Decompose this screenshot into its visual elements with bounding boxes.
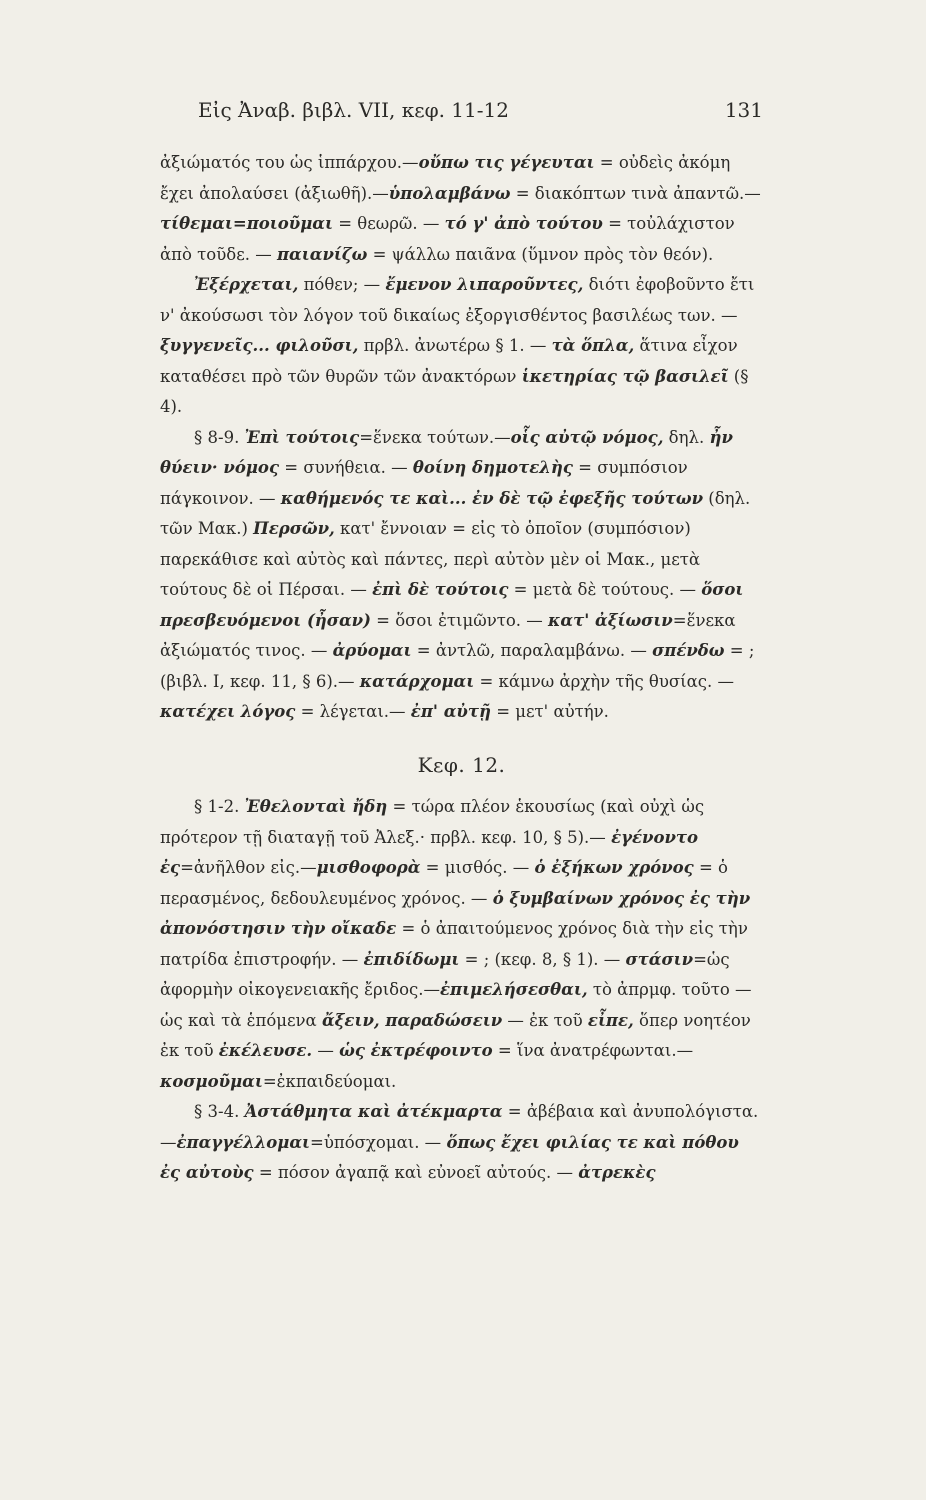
lemma-term: ἐπιδίδωμι bbox=[363, 949, 460, 969]
lemma-term: σπένδω bbox=[652, 641, 725, 660]
gloss-text: διότι ἐφοβοῦντο ἔτι ν' ἀκούσωσι τὸν λόγον τοῦ δικαίως ἐξοργισθέντος βασιλέως των. — bbox=[160, 275, 755, 325]
lemma-term: στάσιν bbox=[625, 949, 694, 969]
gloss-text: — bbox=[312, 1041, 340, 1060]
lemma-term: θοίνη δημοτελὴς bbox=[412, 458, 573, 477]
gloss-text: = ἀβέβαια καὶ ἀνυπολόγιστα.— bbox=[160, 1102, 759, 1152]
paragraph-5 bbox=[160, 1097, 763, 1189]
paragraph-2 bbox=[160, 270, 763, 423]
lemma-term: εἶπε, bbox=[587, 1010, 634, 1030]
lemma-term: τό γ' ἀπὸ τούτου bbox=[444, 214, 603, 233]
lemma-term: ἦν θύειν· νόμος bbox=[160, 427, 733, 477]
gloss-text: § 1-2. bbox=[194, 797, 245, 816]
gloss-text: = μετ' αὐτήν. bbox=[490, 702, 609, 721]
gloss-text: = ; (κεφ. 8, § 1). — bbox=[459, 949, 626, 969]
gloss-text: = λέγεται.— bbox=[295, 702, 411, 721]
lemma-term: ὡς ἐκτρέφοιντο bbox=[339, 1041, 493, 1060]
gloss-text: = ὅσοι ἐτιμῶντο. — bbox=[370, 610, 549, 630]
gloss-text: =ἕνεκα ἀξιώματός τινος. — bbox=[160, 610, 736, 660]
lemma-term: ἔμενον λιπαροῦντες, bbox=[385, 275, 584, 294]
lemma-term: ἱκετηρίας τῷ βασιλεῖ bbox=[521, 366, 729, 386]
lemma-term: Ἀστάθμητα καὶ ἀτέκμαρτα bbox=[244, 1102, 503, 1121]
lemma-term: κατ' ἀξίωσιν bbox=[548, 610, 673, 630]
lemma-term: ἐγένοντο ἐς bbox=[160, 827, 699, 877]
gloss-text: πρβλ. ἀνωτέρω § 1. — bbox=[358, 336, 552, 355]
gloss-text: = οὐδεὶς ἀκόμη ἔχει ἀπολαύσει (ἀξιωθῆ).— bbox=[160, 153, 731, 203]
paragraph-3 bbox=[160, 423, 763, 728]
gloss-text: = θεωρῶ. — bbox=[332, 214, 445, 233]
lemma-term: κατάρχομαι bbox=[359, 671, 475, 691]
lemma-term: Ἐξέρχεται, bbox=[194, 275, 299, 294]
gloss-text: (§ 4). bbox=[160, 366, 749, 416]
gloss-text: ὅπερ νοητέον ἐκ τοῦ bbox=[160, 1010, 751, 1060]
lemma-term: οὔπω τις γέγευται bbox=[418, 153, 595, 172]
lemma-term: ἀρύομαι bbox=[332, 641, 412, 660]
gloss-text: =ὡς ἀφορμὴν οἰκογενειακῆς ἔριδος.— bbox=[160, 949, 730, 999]
gloss-text: — ἐκ τοῦ bbox=[502, 1010, 588, 1030]
lemma-term: ξυγγενεῖς... φιλοῦσι, bbox=[160, 336, 359, 355]
gloss-text: =ἀνῆλθον εἰς.— bbox=[180, 858, 317, 877]
lemma-term: ἐπαγγέλλομαι bbox=[176, 1132, 311, 1152]
gloss-text: =ἕνεκα τούτων.— bbox=[359, 427, 511, 447]
gloss-text: ἀξιώματός του ὡς ἱππάρχου.— bbox=[160, 153, 419, 172]
gloss-text: § 3-4. bbox=[194, 1102, 245, 1121]
gloss-text: ἅτινα εἶχον καταθέσει πρὸ τῶν θυρῶν τῶν ἀνακτόρων bbox=[160, 336, 738, 386]
lemma-term: ἐπιμελήσεσθαι, bbox=[440, 980, 588, 999]
gloss-text: δηλ. bbox=[663, 427, 710, 447]
lemma-term: ὅπως ἔχει φιλίας τε καὶ πόθου ἐς αὐτοὺς bbox=[160, 1132, 739, 1182]
gloss-text: = ἀντλῶ, παραλαμβάνω. — bbox=[411, 641, 653, 660]
gloss-text: = κάμνω ἀρχὴν τῆς θυσίας. — bbox=[474, 671, 734, 691]
chapter-heading: Κεφ. 12. bbox=[417, 752, 506, 777]
lemma-term: Περσῶν, bbox=[253, 519, 335, 538]
lemma-term: ἄξειν, παραδώσειν bbox=[321, 1010, 503, 1030]
lemma-term: οἷς αὐτῷ νόμος, bbox=[510, 427, 664, 447]
gloss-text: = τώρα πλέον ἑκουσίως (καὶ οὐχὶ ὡς πρότερον τῇ διαταγῇ τοῦ Ἀλεξ.· πρβλ. κεφ. 10, § 5).— bbox=[160, 797, 705, 847]
gloss-text: = μετὰ δὲ τούτους. — bbox=[508, 580, 702, 599]
gloss-text: τὸ ἀπρμφ. τοῦτο — ὡς καὶ τὰ ἑπόμενα bbox=[160, 980, 752, 1030]
lemma-term: τὰ ὅπλα, bbox=[551, 336, 635, 355]
lemma-term: Ἐπὶ τούτοις bbox=[244, 427, 360, 447]
lemma-term: ἀτρεκὲς bbox=[578, 1163, 656, 1182]
lemma-term: Ἐθελονταὶ ἤδη bbox=[244, 797, 388, 816]
gloss-text: =ὑπόσχομαι. — bbox=[310, 1132, 447, 1152]
lemma-term: τίθεμαι=ποιοῦμαι bbox=[160, 214, 333, 233]
gloss-text: = πόσον ἀγαπᾷ καὶ εὐνοεῖ αὐτούς. — bbox=[253, 1163, 579, 1182]
gloss-text: = συμπόσιον πάγκοινον. — bbox=[160, 458, 688, 508]
gloss-text: πόθεν; — bbox=[298, 275, 386, 294]
page-body bbox=[160, 148, 763, 1189]
lemma-term: παιανίζω bbox=[276, 244, 368, 264]
gloss-text: κατ' ἔννοιαν = εἰς τὸ ὁποῖον (συμπόσιον) παρεκάθισε καὶ αὐτὸς καὶ πάντες, περὶ αὐτὸν μὲν οἱ Μακ., μετὰ τούτους δὲ οἱ Πέρσαι. — bbox=[160, 519, 701, 599]
gloss-text: = συνήθεια. — bbox=[279, 458, 413, 477]
gloss-text: (δηλ. τῶν Μακ.) bbox=[160, 488, 751, 538]
gloss-text: = ; (βιβλ. I, κεφ. 11, § 6).— bbox=[160, 641, 755, 691]
lemma-term: ἐπὶ δὲ τούτοις bbox=[372, 580, 509, 599]
lemma-term: ὁ ξυμβαίνων χρόνος ἐς τὴν ἀπονόστησιν τὴν οἴκαδε bbox=[160, 888, 751, 938]
gloss-text: = ὁ ἀπαιτούμενος χρόνος διὰ τὴν εἰς τὴν πατρίδα ἐπιστροφήν. — bbox=[160, 919, 748, 969]
lemma-term: ἐκέλευσε. bbox=[218, 1041, 313, 1060]
lemma-term: κατέχει λόγος bbox=[160, 702, 296, 721]
lemma-term: ὅσοι πρεσβευόμενοι (ἦσαν) bbox=[160, 580, 744, 630]
lemma-term: ἐπ' αὐτῇ bbox=[410, 702, 491, 721]
paragraph-1 bbox=[160, 148, 763, 270]
lemma-term: κοσμοῦμαι bbox=[160, 1071, 263, 1091]
lemma-term: ὑπολαμβάνω bbox=[388, 183, 511, 203]
gloss-text: = ἵνα ἀνατρέφωνται.— bbox=[492, 1041, 694, 1060]
page-header bbox=[160, 98, 763, 128]
lemma-term: μισθοφορὰ bbox=[316, 858, 421, 877]
gloss-text: = ὁ περασμένος, δεδουλευμένος χρόνος. — bbox=[160, 858, 728, 908]
page-number: 131 bbox=[724, 98, 763, 122]
gloss-text: =ἐκπαιδεύομαι. bbox=[262, 1071, 397, 1091]
running-title: Εἰς Ἀναβ. βιβλ. VII, κεφ. 11-12 bbox=[198, 98, 509, 122]
gloss-text: = μισθός. — bbox=[420, 858, 535, 877]
lemma-term: καθήμενός τε καὶ... ἐν δὲ τῷ ἐφεξῆς τούτων bbox=[280, 488, 704, 508]
paragraph-4 bbox=[160, 792, 763, 1097]
lemma-term: ὁ ἐξήκων χρόνος bbox=[534, 858, 694, 877]
gloss-text: § 8-9. bbox=[194, 427, 245, 447]
gloss-text: = τοὐλάχιστον ἀπὸ τοῦδε. — bbox=[160, 214, 735, 264]
gloss-text: = ψάλλω παιᾶνα (ὕμνον πρὸς τὸν θεόν). bbox=[367, 244, 714, 264]
gloss-text: = διακόπτων τινὰ ἀπαντῶ.— bbox=[510, 183, 761, 203]
